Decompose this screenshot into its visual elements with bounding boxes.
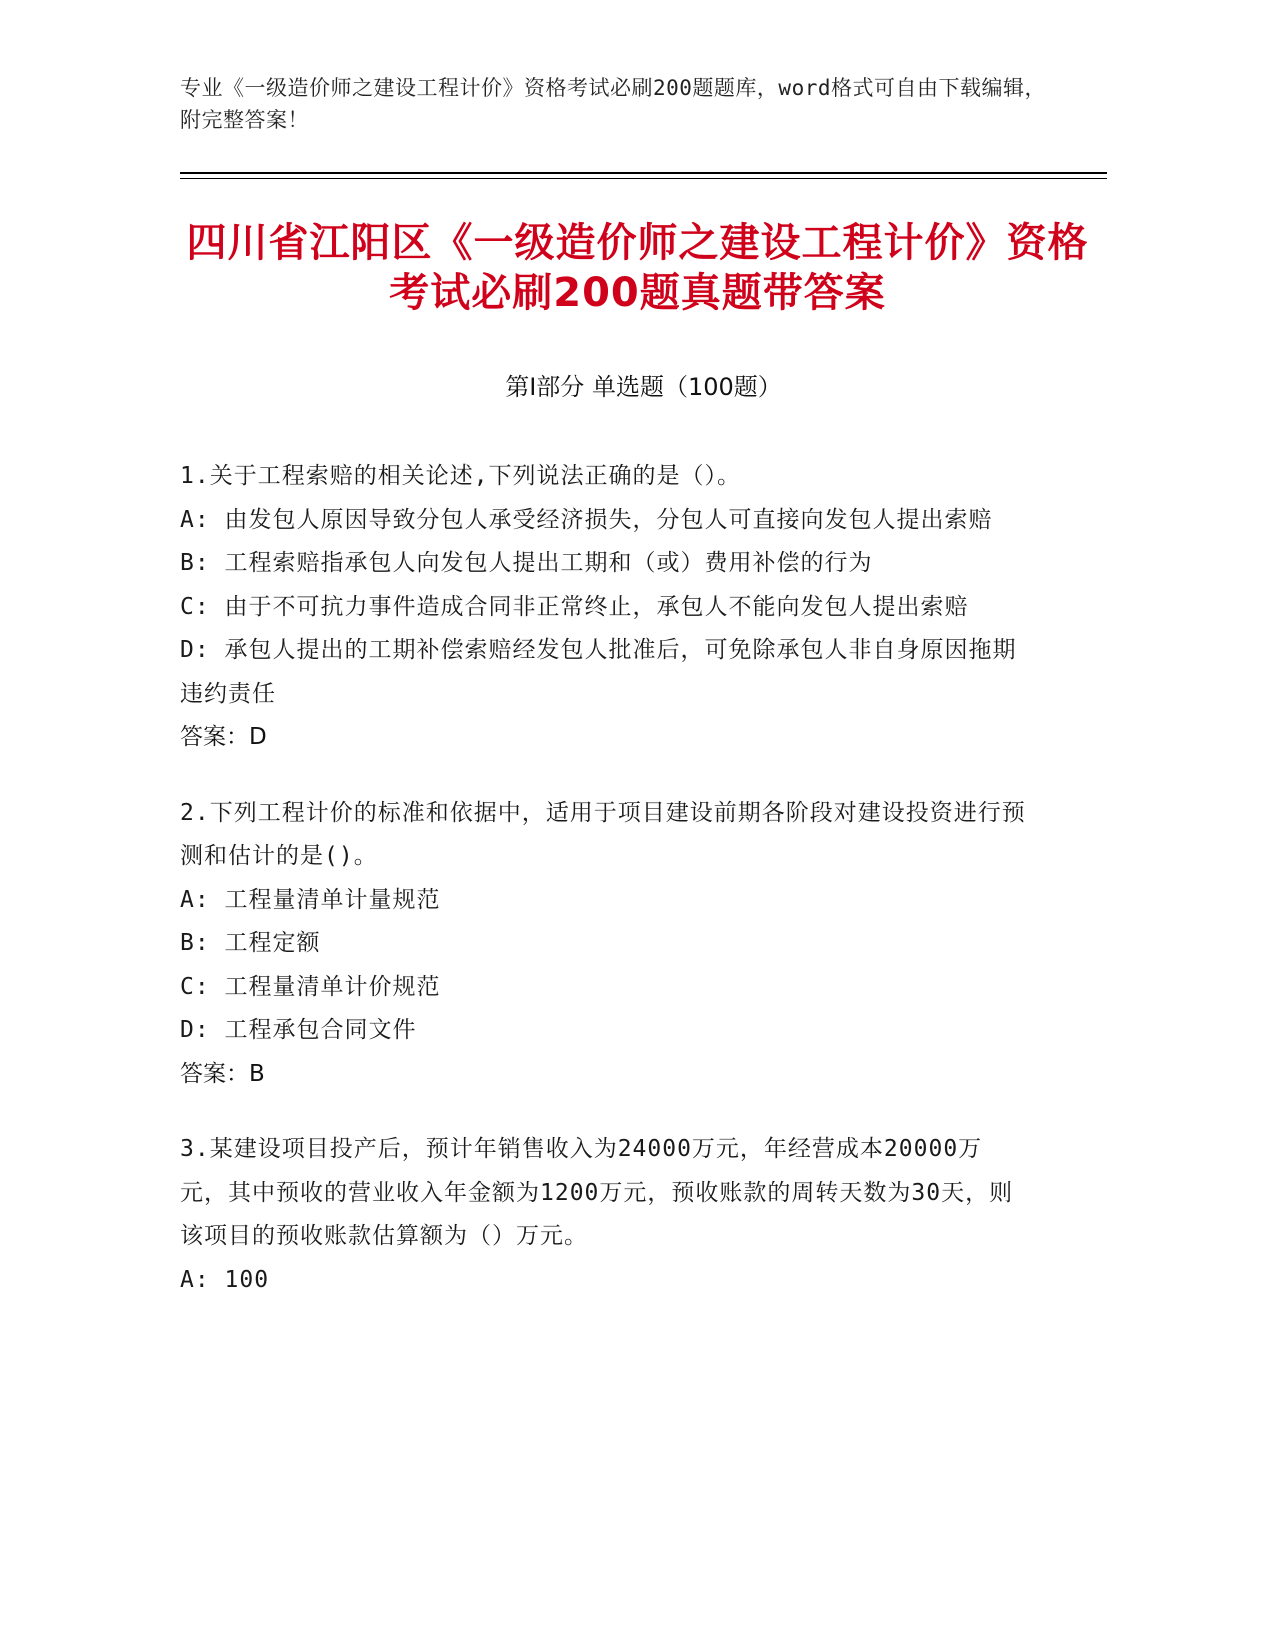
option-c: C: 由于不可抗力事件造成合同非正常终止，承包人不能向发包人提出索赔 [180, 593, 969, 620]
question-stem: 2.下列工程计价的标准和依据中，适用于项目建设前期各阶段对建设投资进行预测和估计的是()。 [180, 799, 1026, 869]
question-list [180, 455, 1030, 1334]
option-a: A: 100 [180, 1266, 270, 1293]
question-stem: 3.某建设项目投产后，预计年销售收入为24000万元，年经营成本20000万元，其中预收的营业收入年金额为1200万元，预收账款的周转天数为30天，则该项目的预收账款估算额为（）万元。 [180, 1136, 1014, 1249]
option-a: A: 工程量清单计量规范 [180, 886, 441, 913]
header-divider-thick [180, 172, 1107, 174]
document-title: 四川省江阳区《一级造价师之建设工程计价》资格考试必刷200题真题带答案 [186, 220, 1089, 316]
option-a: A: 由发包人原因导致分包人承受经济损失，分包人可直接向发包人提出索赔 [180, 506, 993, 533]
option-d: D: 承包人提出的工期补偿索赔经发包人批准后，可免除承包人非自身原因拖期违约责任 [180, 637, 1017, 707]
question-2 [180, 792, 1030, 1097]
answer: 答案：D [180, 724, 267, 750]
option-b: B: 工程索赔指承包人向发包人提出工期和（或）费用补偿的行为 [180, 550, 873, 576]
option-c: C: 工程量清单计价规范 [180, 973, 441, 1000]
option-b: B: 工程定额 [180, 930, 321, 956]
answer: 答案：B [180, 1060, 265, 1087]
question-3 [180, 1128, 1030, 1302]
option-d: D: 工程承包合同文件 [180, 1017, 417, 1043]
header-note: 专业《一级造价师之建设工程计价》资格考试必刷200题题库，word格式可自由下载编辑，附完整答案！ [180, 76, 1046, 132]
header-divider-thin [180, 178, 1107, 179]
question-1 [180, 455, 1030, 760]
section-heading: 第Ⅰ部分 单选题（100题） [505, 373, 782, 401]
question-stem: 1.关于工程索赔的相关论述,下列说法正确的是（）。 [180, 463, 742, 489]
